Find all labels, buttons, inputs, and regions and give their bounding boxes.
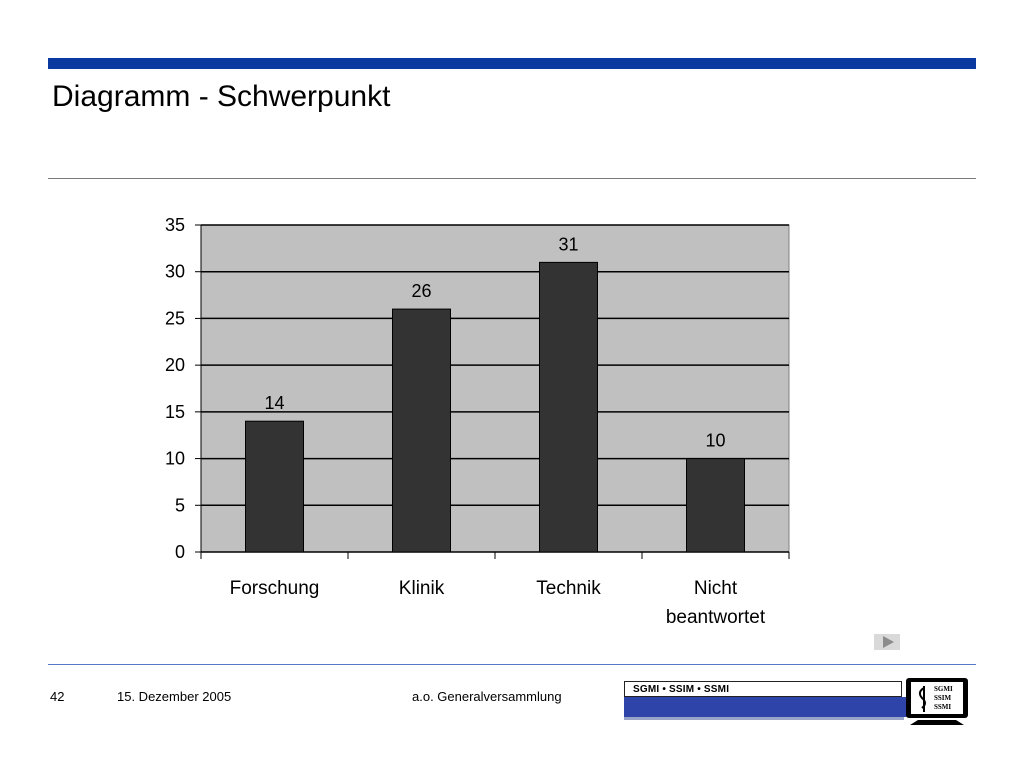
bar	[246, 421, 304, 552]
category-label: Nicht	[693, 578, 738, 599]
bar	[687, 459, 745, 552]
category-label: Technik	[536, 578, 601, 599]
page-number: 42	[50, 689, 65, 704]
footer-event: a.o. Generalversammlung	[412, 689, 562, 704]
monitor-text-line: SGMI	[934, 685, 953, 693]
footer-date: 15. Dezember 2005	[117, 689, 232, 704]
data-label: 10	[705, 430, 726, 451]
footer-divider	[48, 664, 976, 665]
next-slide-button[interactable]	[874, 634, 900, 650]
data-label: 14	[264, 393, 285, 414]
y-tick-label: 35	[164, 215, 185, 235]
y-tick-label: 10	[164, 448, 185, 469]
category-label: Klinik	[398, 578, 445, 599]
logo-blue-band	[624, 697, 914, 717]
monitor-text-line: SSIM	[934, 694, 952, 702]
category-label: Forschung	[229, 578, 320, 599]
data-label: 26	[411, 281, 432, 302]
sgmi-logo	[624, 676, 976, 728]
y-tick-label: 5	[174, 495, 185, 516]
logo-band-text: SGMI • SSIM • SSMI	[624, 681, 902, 697]
data-label: 31	[558, 234, 579, 255]
monitor-text-line: SSMI	[934, 703, 952, 711]
y-tick-label: 0	[174, 542, 185, 562]
y-tick-label: 20	[164, 355, 185, 376]
y-tick-label: 25	[164, 308, 185, 329]
y-tick-label: 30	[164, 261, 185, 282]
bar	[393, 309, 451, 552]
monitor-logo-icon	[904, 676, 972, 726]
slide-title: Diagramm - Schwerpunkt	[52, 80, 391, 113]
y-tick-label: 15	[164, 401, 185, 422]
category-label: beantwortet	[665, 607, 766, 628]
logo-band-shadow	[624, 717, 904, 720]
play-arrow-icon	[883, 636, 894, 648]
bar	[540, 262, 598, 552]
